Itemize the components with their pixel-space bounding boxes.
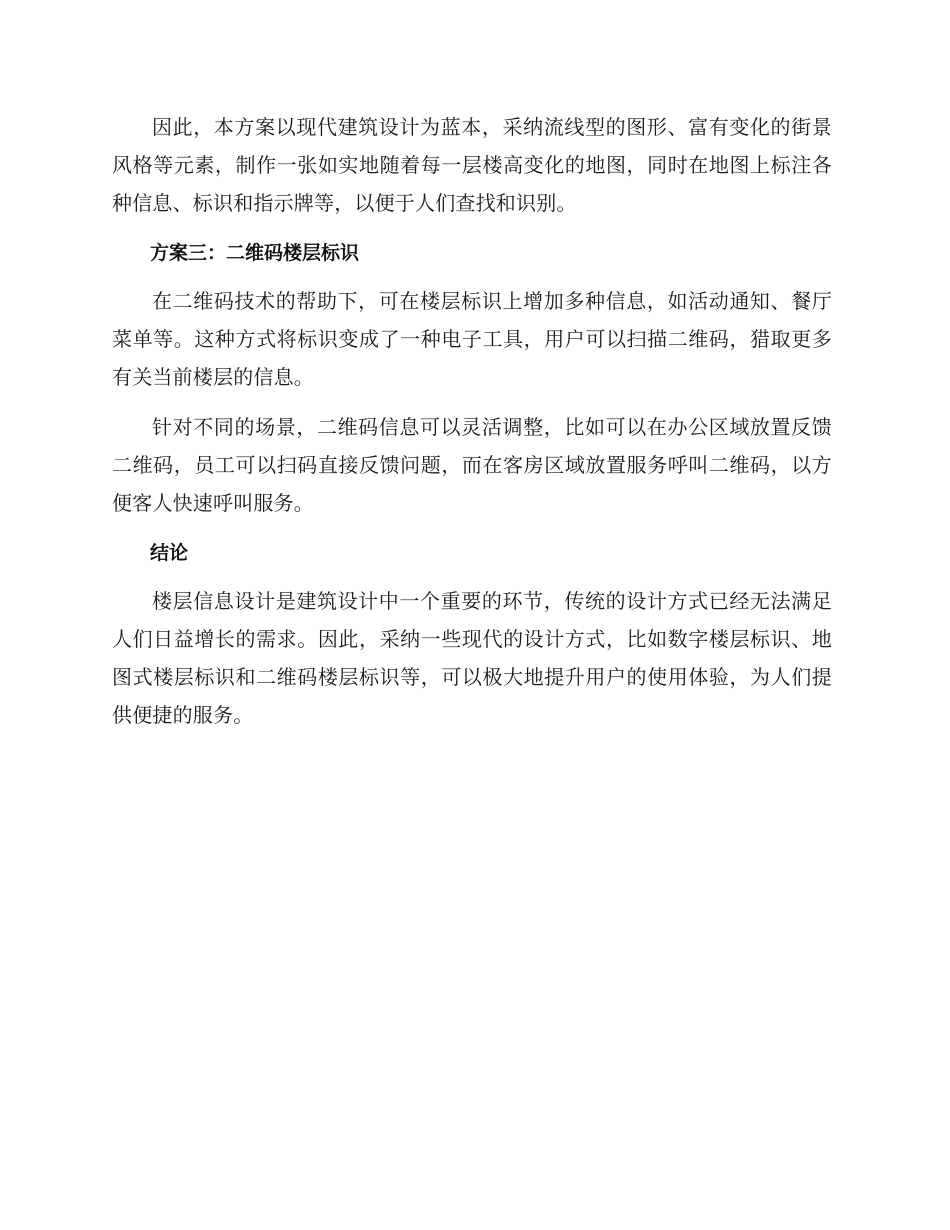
document-body <box>112 108 832 734</box>
paragraph-conclusion: 楼层信息设计是建筑设计中一个重要的环节，传统的设计方式已经无法满足人们日益增长的需求。因此，采纳一些现代的设计方式，比如数字楼层标识、地图式楼层标识和二维码楼层标识等，可以极大地提升用户的使用体验，为人们提供便捷的服务。 <box>112 589 832 727</box>
section-heading-qr-floor-sign: 方案三：二维码楼层标识 <box>150 242 360 264</box>
paragraph-qr-scenarios: 针对不同的场景，二维码信息可以灵活调整，比如可以在办公区域放置反馈二维码，员工可以扫码直接反馈问题，而在客房区域放置服务呼叫二维码，以方便客人快速呼叫服务。 <box>112 415 832 515</box>
paragraph-floor-map-design: 因此，本方案以现代建筑设计为蓝本，采纳流线型的图形、富有变化的街景风格等元素，制作一张如实地随着每一层楼高变化的地图，同时在地图上标注各种信息、标识和指示牌等，以便于人们查找和识别。 <box>112 115 832 215</box>
section-heading-conclusion: 结论 <box>150 542 189 564</box>
paragraph-qr-info: 在二维码技术的帮助下，可在楼层标识上增加多种信息，如活动通知、餐厅菜单等。这种方式将标识变成了一种电子工具，用户可以扫描二维码，猎取更多有关当前楼层的信息。 <box>112 289 832 389</box>
